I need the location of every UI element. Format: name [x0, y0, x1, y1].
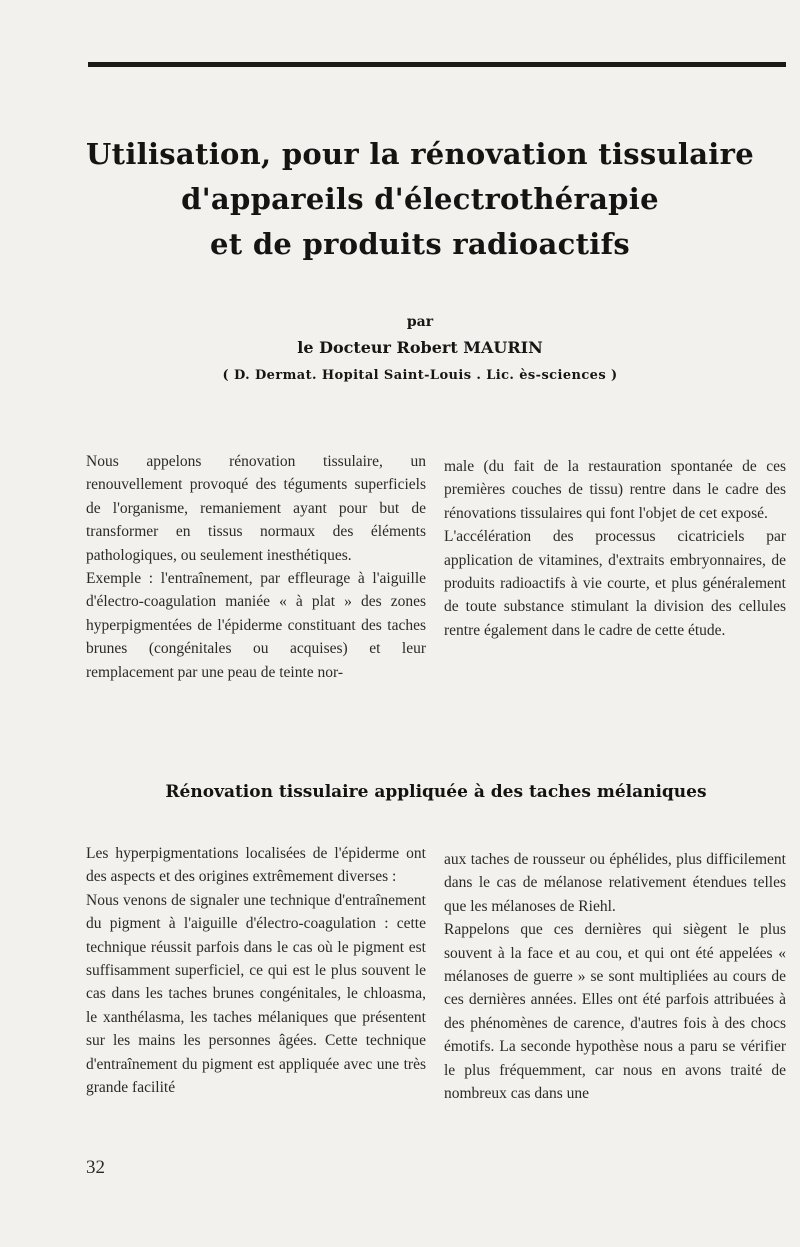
title-line: d'appareils d'électrothérapie — [181, 182, 659, 216]
paragraph: aux taches de rousseur ou éphélides, plus difficilement dans le cas de mélanose relativement étendues telles que les mélanoses de Riehl. — [444, 851, 786, 915]
top-rule — [88, 62, 786, 67]
author-name: le Docteur Robert MAURIN — [297, 338, 543, 357]
title-line: Utilisation, pour la rénovation tissulaire — [86, 137, 754, 171]
article-title — [30, 132, 800, 267]
paragraph: Nous appelons rénovation tissulaire, un renouvellement provoqué des téguments superficiels de l'organisme, remaniement ayant pour but de transformer en tissus normaux des éléments pathologiques, ou seulement inesthétiques. — [86, 453, 426, 564]
author-affiliation: ( D. Dermat. Hopital Saint-Louis . Lic. ès-sciences ) — [222, 368, 618, 383]
title-line: et de produits radioactifs — [209, 227, 631, 261]
paragraph: L'accélération des processus cicatriciels par application de vitamines, d'extraits embryonnaires, de produits radioactifs à vie courte, et plus généralement de toute substance stimulant la division des cellules rentre également dans le cadre de cette étude. — [444, 528, 786, 639]
intro-column-right — [444, 455, 786, 642]
byline-par: par — [406, 314, 434, 330]
paragraph: Exemple : l'entraînement, par effleurage à l'aiguille d'électro-coagulation maniée « à plat » des zones hyperpigmentées de l'épiderme constituant des taches brunes (congénitales ou acquises) et leur remplacement par une peau de teinte nor- — [86, 570, 426, 681]
paragraph: Les hyperpigmentations localisées de l'épiderme ont des aspects et des origines extrêmement diverses : — [86, 845, 426, 886]
paragraph: Nous venons de signaler une technique d'entraînement du pigment à l'aiguille d'électro-coagulation : cette technique réussit parfois dans le cas où le pigment est suffisamment superficiel, ce qui est le plus souvent le cas dans les taches brunes congénitales, le chloasma, le xanthélasma, les taches mélaniques que présentent sur les mains les personnes âgées. Cette technique d'entraînement du pigment est appliquée avec une très grande facilité — [86, 891, 426, 1097]
paragraph: male (du fait de la restauration spontanée de ces premières couches de tissu) rentre dans le cadre des rénovations tissulaires qui font l'objet de cet exposé. — [444, 458, 786, 522]
paragraph: Rappelons que ces dernières qui siègent le plus souvent à la face et au cou, et qui ont été appelées « mélanoses de guerre » se sont multipliées au cours de ces dernières années. Elles ont été parfois attribuées à des phénomènes de carence, d'autres fois à des chocs émotifs. La seconde hypothèse nous a paru se vérifier le plus fréquemment, car nous en avons traité de nombreux cas dans une — [444, 921, 786, 1103]
section-heading: Rénovation tissulaire appliquée à des taches mélaniques — [165, 782, 707, 802]
section-column-left — [86, 842, 426, 1099]
intro-column-left — [86, 450, 426, 684]
section-column-right — [444, 848, 786, 1105]
page-number: 32 — [86, 1157, 105, 1178]
